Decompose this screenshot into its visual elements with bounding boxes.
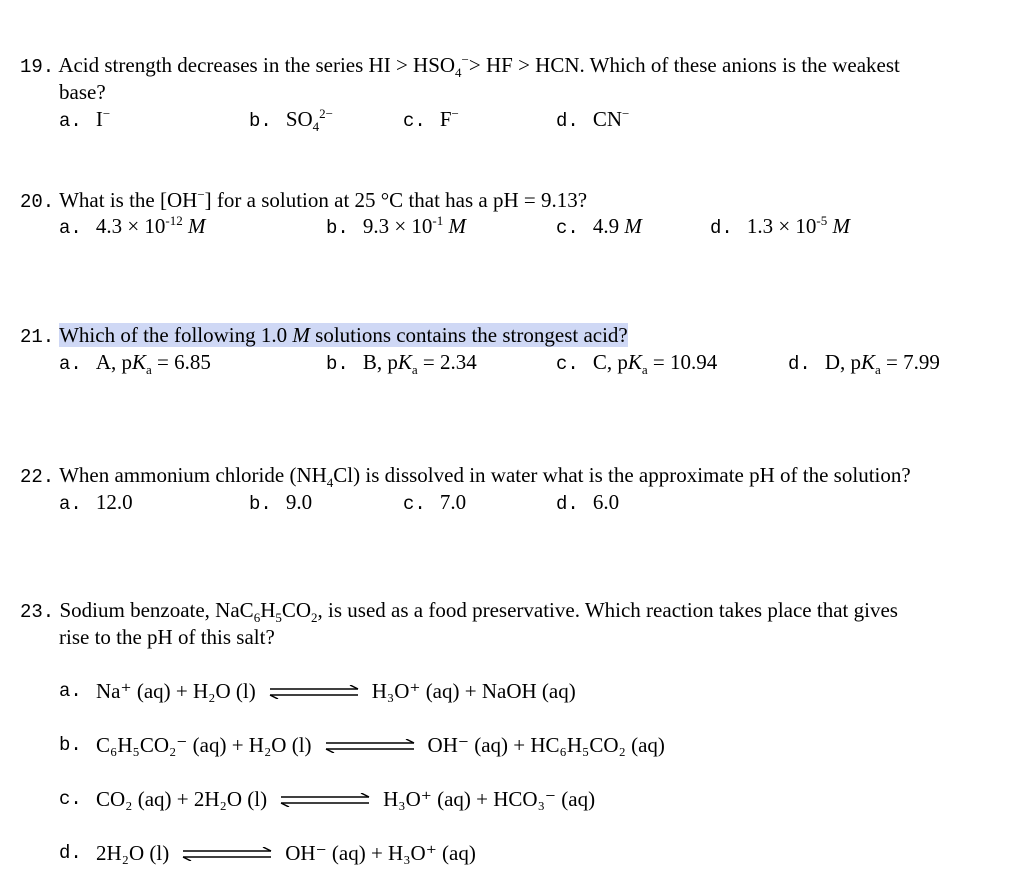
q21-option-c[interactable]: c. C, $pK_a = 10.94$ bbox=[556, 350, 718, 378]
q19-text: Acid strength decreases in the series HI > $HSO_4^->$ HF > HCN. Which of these anions is the weakest bbox=[58, 52, 900, 81]
q19-stem bbox=[20, 52, 900, 81]
q22-option-c[interactable]: c. 7.0 bbox=[403, 490, 467, 515]
q20-number: 20. bbox=[20, 191, 55, 213]
q21-number: 21. bbox=[20, 326, 55, 348]
q23-text: Sodium benzoate, $NaC_6H_5CO_2$, is used as a food preservative. Which reaction takes place that gives bbox=[59, 598, 898, 626]
q20-option-d[interactable]: d. $1.3 \times 10^{-5}$ M bbox=[710, 213, 850, 239]
q23-option-d[interactable]: d. 2H₂O (l) OH⁻ (aq) + H₃O⁺ (aq) bbox=[59, 841, 476, 865]
q20-text: What is the [OH−] for a solution at 25 °C that has a pH = 9.13? bbox=[59, 187, 588, 212]
equilibrium-arrow-icon bbox=[181, 847, 273, 861]
q23-number: 23. bbox=[20, 601, 55, 623]
q21-text-highlighted[interactable]: Which of the following 1.0 M solutions contains the strongest acid? bbox=[59, 323, 628, 347]
q19-option-d[interactable]: d. CN− bbox=[556, 106, 630, 132]
q22-stem bbox=[20, 462, 911, 491]
q22-option-d[interactable]: d. 6.0 bbox=[556, 490, 620, 515]
equilibrium-arrow-icon bbox=[324, 739, 416, 753]
q19-option-c[interactable]: c. F− bbox=[403, 106, 459, 132]
q21-option-b[interactable]: b. B, $pK_a = 2.34$ bbox=[326, 350, 477, 378]
equilibrium-arrow-icon bbox=[268, 685, 360, 699]
q23-text-line2: rise to the pH of this salt? bbox=[59, 625, 275, 649]
q22-option-a[interactable]: a. 12.0 bbox=[59, 490, 133, 515]
q20-stem bbox=[20, 187, 587, 216]
q23-option-b[interactable]: b. C₆H₅CO₂⁻ (aq) + H₂O (l) OH⁻ (aq) + HC₆H₅CO₂ (aq) bbox=[59, 733, 665, 757]
q21-option-d[interactable]: d. D, $pK_a = 7.99$ bbox=[788, 350, 940, 378]
q23-option-a[interactable]: a. Na⁺ (aq) + H₂O (l) H₃O⁺ (aq) + NaOH (aq) bbox=[59, 679, 576, 703]
q19-text-line2: base? bbox=[59, 80, 106, 104]
q22-text: When ammonium chloride $(NH_4Cl)$ is dissolved in water what is the approximate pH of the solution? bbox=[59, 463, 911, 491]
q21-option-a[interactable]: a. A, $pK_a = 6.85$ bbox=[59, 350, 211, 378]
q20-option-b[interactable]: b. $9.3 \times 10^{-1}$ M bbox=[326, 213, 466, 239]
q22-option-b[interactable]: b. 9.0 bbox=[249, 490, 313, 515]
q21-stem bbox=[20, 322, 628, 351]
q20-option-c[interactable]: c. 4.9 M bbox=[556, 214, 642, 239]
q20-option-a[interactable]: a. $4.3 \times 10^{-12}$ M bbox=[59, 213, 206, 239]
q23-stem bbox=[20, 597, 898, 626]
equilibrium-arrow-icon bbox=[279, 793, 371, 807]
q19-option-b[interactable]: b. $SO_4^{2-}$ bbox=[249, 106, 334, 135]
q19-option-a[interactable]: a. I− bbox=[59, 106, 111, 132]
q22-number: 22. bbox=[20, 466, 55, 488]
q23-option-c[interactable]: c. CO₂ (aq) + 2H₂O (l) H₃O⁺ (aq) + HCO₃⁻ (aq) bbox=[59, 787, 596, 811]
q19-number: 19. bbox=[20, 56, 55, 78]
